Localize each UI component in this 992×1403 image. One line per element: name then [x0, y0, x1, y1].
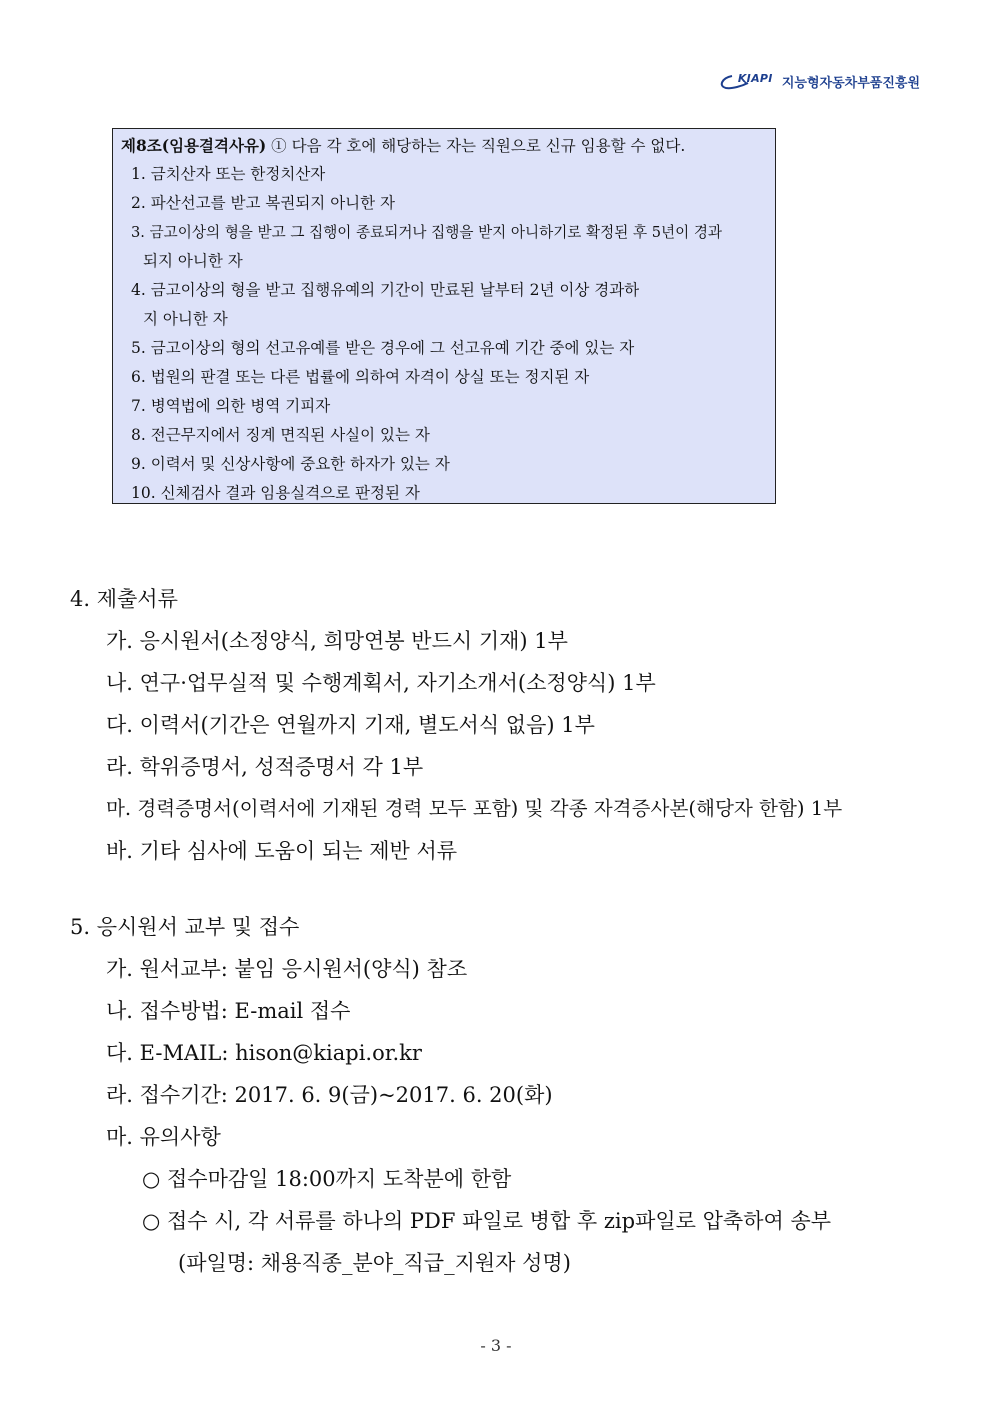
article-item-continuation: 되지 아니한 자: [143, 252, 243, 270]
article-item: 2. 파산선고를 받고 복권되지 아니한 자: [131, 194, 396, 212]
section-title: 5. 응시원서 교부 및 접수: [70, 915, 300, 939]
note-item: ○ 접수마감일 18:00까지 도착분에 한함: [142, 1167, 512, 1191]
document-item: 바. 기타 심사에 도움이 되는 제반 서류: [106, 839, 458, 863]
article-item-continuation: 지 아니한 자: [143, 310, 228, 328]
section-documents: [70, 578, 930, 872]
article-item: 5. 금고이상의 형의 선고유예를 받은 경우에 그 선고유예 기간 중에 있는 자: [131, 339, 635, 357]
application-item: 마. 유의사항: [106, 1125, 221, 1149]
document-item: 마. 경력증명서(이력서에 기재된 경력 모두 포함) 및 각종 자격증사본(해당자 한함) 1부: [106, 797, 843, 820]
article-intro: ① 다음 각 호에 해당하는 자는 직원으로 신규 임용할 수 없다.: [266, 137, 686, 155]
org-name: 지능형자동차부품진흥원: [781, 75, 920, 91]
note-item: ○ 접수 시, 각 서류를 하나의 PDF 파일로 병합 후 zip파일로 압축하여 송부: [142, 1209, 832, 1233]
application-item: 가. 원서교부: 붙임 응시원서(양식) 참조: [106, 957, 468, 981]
document-item: 다. 이력서(기간은 연월까지 기재, 별도서식 없음) 1부: [106, 713, 595, 737]
article-title: 제8조(임용결격사유): [121, 136, 267, 155]
article-title-line: [121, 132, 767, 160]
kiapi-logo: [718, 70, 776, 92]
logo-text: KIAPI: [737, 72, 773, 85]
article-box: [112, 128, 776, 504]
article-item: 8. 전근무지에서 징계 면직된 사실이 있는 자: [131, 426, 430, 444]
article-item: 3. 금고이상의 형을 받고 그 집행이 종료되거나 집행을 받지 아니하기로 확정된 후 5년이 경과: [131, 224, 723, 241]
article-item: 6. 법원의 판결 또는 다른 법률에 의하여 자격이 상실 또는 정지된 자: [131, 368, 590, 386]
document-item: 가. 응시원서(소정양식, 희망연봉 반드시 기재) 1부: [106, 629, 568, 653]
note-continuation: (파일명: 채용직종_분야_직급_지원자 성명): [178, 1251, 571, 1275]
article-item: 1. 금치산자 또는 한정치산자: [131, 165, 326, 183]
page-header: [718, 70, 920, 92]
document-item: 나. 연구·업무실적 및 수행계획서, 자기소개서(소정양식) 1부: [106, 671, 656, 695]
email-item: 다. E-MAIL: hison@kiapi.or.kr: [106, 1041, 422, 1065]
article-item: 10. 신체검사 결과 임용실격으로 판정된 자: [131, 484, 420, 502]
article-item: 9. 이력서 및 신상사항에 중요한 하자가 있는 자: [131, 455, 450, 473]
section-title: 4. 제출서류: [70, 587, 178, 611]
page-number: - 3 -: [480, 1336, 512, 1355]
application-item: 나. 접수방법: E-mail 접수: [106, 999, 351, 1023]
application-item: 라. 접수기간: 2017. 6. 9(금)~2017. 6. 20(화): [106, 1083, 553, 1107]
article-item: 4. 금고이상의 형을 받고 집행유예의 기간이 만료된 날부터 2년 이상 경과하: [131, 281, 640, 299]
document-item: 라. 학위증명서, 성적증명서 각 1부: [106, 755, 424, 779]
section-application: [70, 906, 930, 1284]
article-item: 7. 병역법에 의한 병역 기피자: [131, 397, 331, 415]
